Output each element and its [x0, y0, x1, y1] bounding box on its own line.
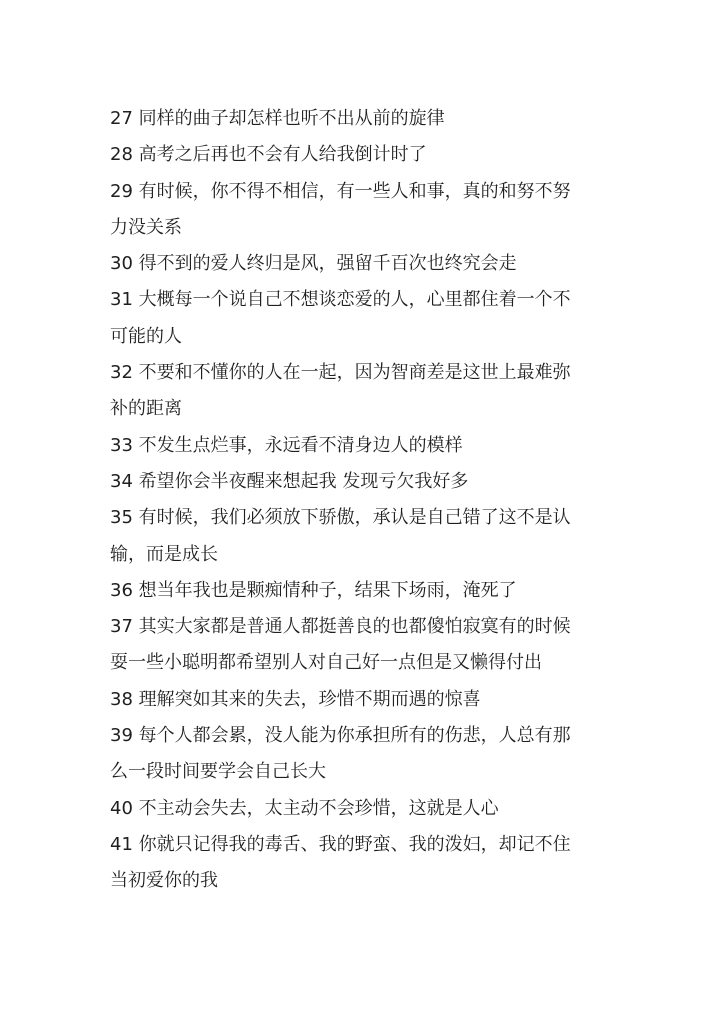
- text-line: 37 其实大家都是普通人都挺善良的也都傻怕寂寞有的时候: [110, 616, 571, 638]
- text-line: 32 不要和不懂你的人在一起，因为智商差是这世上最难弥: [110, 362, 571, 384]
- text-line: 补的距离: [110, 398, 182, 420]
- text-line: 34 希望你会半夜醒来想起我 发现亏欠我好多: [110, 470, 469, 492]
- text-line: 输，而是成长: [110, 543, 218, 565]
- text-line: 力没关系: [110, 216, 182, 238]
- text-line: 可能的人: [110, 325, 182, 347]
- text-line: 29 有时候，你不得不相信，有一些人和事，真的和努不努: [110, 180, 571, 202]
- text-line: 33 不发生点烂事，永远看不清身边人的模样: [110, 434, 463, 456]
- text-line: 35 有时候，我们必须放下骄傲，承认是自己错了这不是认: [110, 507, 571, 529]
- text-line: 39 每个人都会累，没人能为你承担所有的伤悲，人总有那: [110, 725, 571, 747]
- text-line: 40 不主动会失去，太主动不会珍惜，这就是人心: [110, 797, 499, 819]
- text-line: 36 想当年我也是颗痴情种子，结果下场雨，淹死了: [110, 579, 517, 601]
- text-line: 27 同样的曲子却怎样也听不出从前的旋律: [110, 108, 445, 129]
- quote-list: [110, 101, 622, 900]
- text-line: 38 理解突如其来的失去，珍惜不期而遇的惊喜: [110, 688, 481, 710]
- text-line: 当初爱你的我: [110, 870, 218, 892]
- text-line: 28 高考之后再也不会有人给我倒计时了: [110, 144, 427, 166]
- text-line: 41 你就只记得我的毒舌、我的野蛮、我的泼妇，却记不住: [110, 833, 571, 855]
- text-line: 么一段时间要学会自己长大: [110, 761, 326, 783]
- text-line: 31 大概每一个说自己不想谈恋爱的人，心里都住着一个不: [110, 289, 571, 311]
- text-line: 30 得不到的爱人终归是风，强留千百次也终究会走: [110, 253, 517, 275]
- text-line: 耍一些小聪明都希望别人对自己好一点但是又懒得付出: [110, 652, 542, 674]
